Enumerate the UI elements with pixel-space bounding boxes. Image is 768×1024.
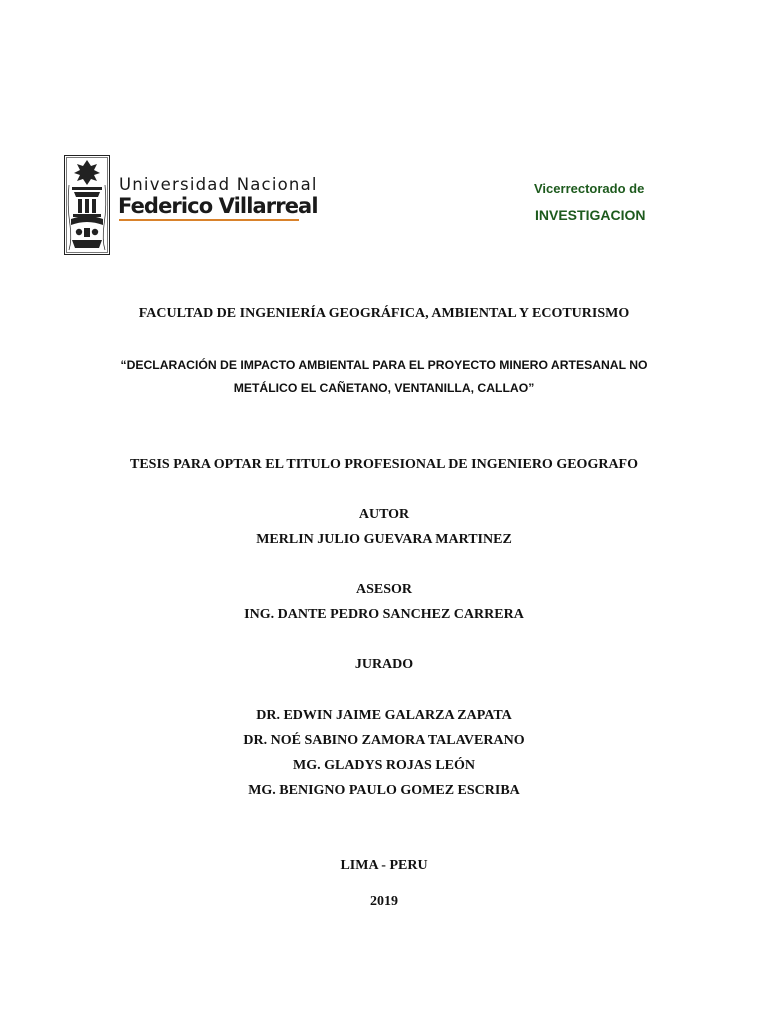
- faculty-name: FACULTAD DE INGENIERÍA GEOGRÁFICA, AMBIENTAL Y ECOTURISMO: [138, 306, 630, 321]
- university-name-line2: Federico Villarreal: [118, 194, 318, 218]
- jury-member: MG. GLADYS ROJAS LEÓN: [292, 758, 476, 773]
- advisor-name: ING. DANTE PEDRO SANCHEZ CARRERA: [244, 607, 524, 622]
- author-name: MERLIN JULIO GUEVARA MARTINEZ: [256, 532, 512, 547]
- advisor-label: ASESOR: [355, 582, 413, 597]
- jury-member: DR. NOÉ SABINO ZAMORA TALAVERANO: [243, 733, 525, 748]
- year: 2019: [370, 894, 398, 909]
- jury-label: JURADO: [354, 657, 414, 672]
- vicerrectorado-line1: Vicerrectorado de: [534, 181, 645, 196]
- university-seal-icon: [64, 155, 110, 255]
- jury-member: MG. BENIGNO PAULO GOMEZ ESCRIBA: [248, 783, 520, 798]
- university-name-underline: [119, 219, 299, 221]
- thesis-purpose: TESIS PARA OPTAR EL TITULO PROFESIONAL DE INGENIERO GEOGRAFO: [130, 457, 638, 472]
- place: LIMA - PERU: [340, 858, 428, 873]
- vicerrectorado-line2: INVESTIGACION: [535, 207, 646, 223]
- thesis-title-line1: “DECLARACIÓN DE IMPACTO AMBIENTAL PARA EL PROYECTO MINERO ARTESANAL NO: [120, 358, 648, 372]
- jury-member: DR. EDWIN JAIME GALARZA ZAPATA: [256, 708, 512, 723]
- university-name-line1: Universidad Nacional: [119, 175, 318, 194]
- author-label: AUTOR: [358, 507, 410, 522]
- thesis-title-line2: METÁLICO EL CAÑETANO, VENTANILLA, CALLAO”: [233, 381, 535, 395]
